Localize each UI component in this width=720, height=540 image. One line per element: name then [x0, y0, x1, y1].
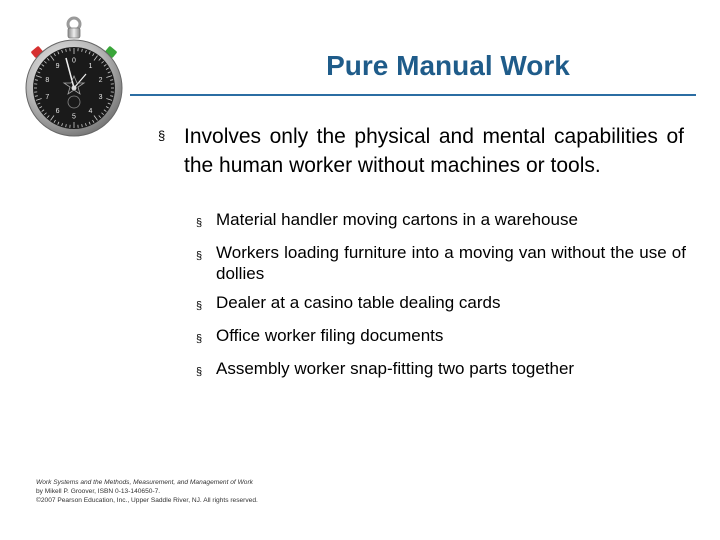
- footer-copyright: ©2007 Pearson Education, Inc., Upper Saddle River, NJ. All rights reserved.: [36, 497, 258, 504]
- footer-citation: [36, 478, 336, 505]
- sub-bullet-text: Assembly worker snap-fitting two parts together: [216, 359, 575, 378]
- dial-number: 3: [98, 94, 103, 102]
- stopwatch-icon: [22, 16, 126, 140]
- dial-number: 7: [45, 94, 50, 102]
- dial-number: 9: [55, 62, 60, 70]
- sub-bullet-text: Material handler moving cartons in a warehouse: [216, 210, 578, 229]
- dial-number: 8: [45, 76, 50, 84]
- title-divider: [130, 94, 696, 96]
- dial-number: 1: [88, 62, 93, 70]
- sub-bullet-list: [196, 209, 686, 391]
- bullet-marker: §: [196, 333, 203, 345]
- main-bullet: [158, 122, 684, 180]
- sub-bullet-text: Workers loading furniture into a moving van without the use of dollies: [216, 243, 686, 283]
- bullet-marker: §: [196, 250, 203, 262]
- list-item: [196, 325, 686, 350]
- footer-author: by Mikell P. Groover, ISBN 0-13-140650-7.: [36, 488, 161, 495]
- dial-number: 0: [72, 57, 76, 65]
- bullet-marker: §: [196, 366, 203, 378]
- footer-book-title: Work Systems and the Methods, Measurement, and Management of Work: [36, 479, 253, 486]
- list-item: [196, 292, 686, 317]
- sub-bullet-text: Office worker filing documents: [216, 326, 444, 345]
- bullet-marker: §: [196, 217, 203, 229]
- list-item: [196, 358, 686, 383]
- list-item: [196, 209, 686, 234]
- sub-bullet-text: Dealer at a casino table dealing cards: [216, 293, 501, 312]
- bullet-marker: §: [158, 128, 166, 143]
- list-item: [196, 242, 686, 284]
- bullet-marker: §: [196, 300, 203, 312]
- dial-number: 6: [55, 108, 60, 116]
- dial-number: 5: [72, 113, 76, 121]
- dial-number: 4: [88, 108, 93, 116]
- slide-title: Pure Manual Work: [326, 50, 570, 81]
- dial-number: 2: [98, 76, 103, 84]
- main-bullet-text: Involves only the physical and mental capabilities of the human worker without machines or tools.: [184, 125, 684, 177]
